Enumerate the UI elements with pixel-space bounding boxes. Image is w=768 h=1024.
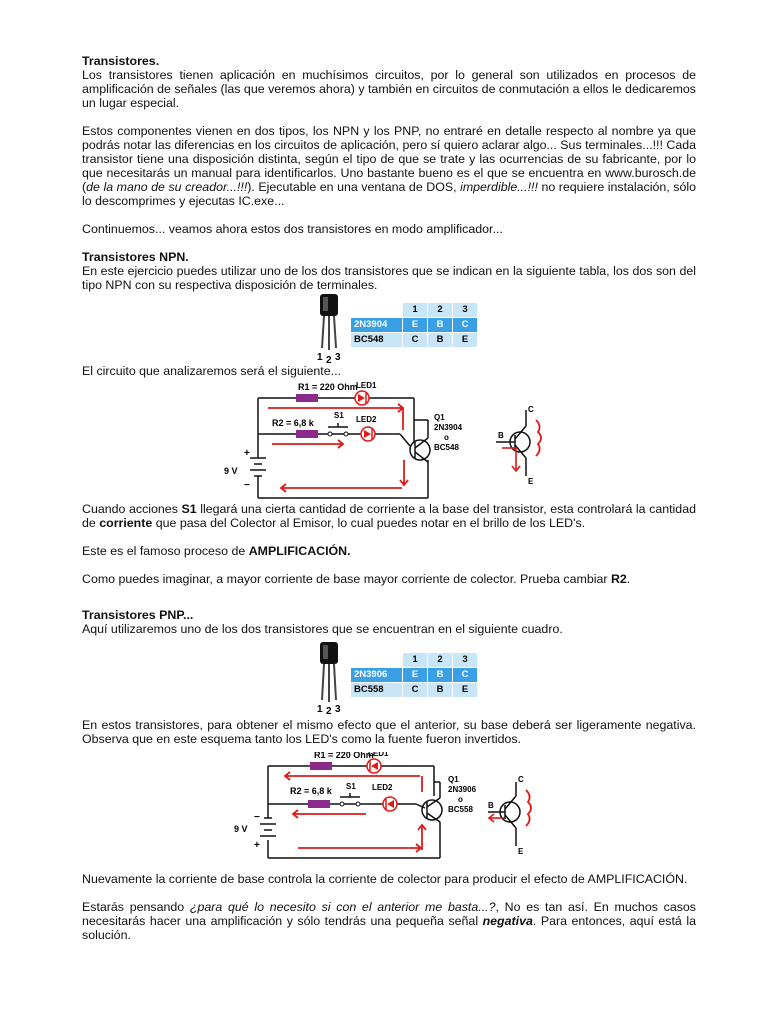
npn-explanation-corriente: corriente — [99, 516, 153, 530]
npn-table-header-cell: 1 — [403, 303, 428, 318]
npn-r2-period: . — [626, 572, 631, 586]
pnp-r2-resistor — [308, 800, 330, 808]
document-body — [82, 54, 696, 942]
pnp-symbol-e-label: E — [518, 847, 524, 856]
npn-s1-label: S1 — [334, 411, 344, 420]
npn-led2-icon — [361, 427, 375, 441]
pnp-table-row — [351, 668, 478, 683]
terminals-paragraph — [82, 124, 696, 208]
npn-circuit-diagram — [202, 380, 602, 502]
npn-intro-paragraph: En este ejercicio puedes utilizar uno de los dos transistores que se indican en la siguiente tabla, los dos son del tipo NPN con su respectiva disposición de terminales. — [82, 264, 696, 292]
npn-table-pin: C — [403, 333, 428, 348]
pnp-pin-number-2: 2 — [326, 706, 332, 716]
npn-explanation-s1: S1 — [181, 502, 197, 516]
npn-table-pin: B — [428, 333, 453, 348]
npn-amplification-text: Este es el famoso proceso de — [82, 544, 249, 558]
pnp-s1-label: S1 — [346, 782, 356, 791]
pnp-closing-text-1: Estarás pensando — [82, 900, 190, 914]
npn-table-header-cell: 3 — [453, 303, 478, 318]
npn-symbol-b-label: B — [498, 431, 504, 440]
pnp-table-pin: E — [403, 668, 428, 683]
pnp-symbol-c-label: C — [518, 775, 524, 784]
pnp-pinout-figure — [82, 636, 696, 718]
pnp-table-header-cell: 3 — [453, 653, 478, 668]
npn-explanation-text-2: llegará una cierta cantidad de corriente a la base del transistor, esta controlará la cantidad de — [82, 502, 696, 530]
npn-led1-label: LED1 — [356, 381, 377, 390]
pnp-battery-plus: + — [254, 840, 260, 851]
npn-r1-label: R1 = 220 Ohm — [298, 382, 358, 392]
pnp-q1-label: Q1 — [448, 775, 459, 784]
pnp-table-header-cell: 2 — [428, 653, 453, 668]
npn-r2-resistor — [296, 430, 318, 438]
npn-led1-icon — [355, 391, 369, 405]
pnp-table-pin: C — [403, 683, 428, 698]
pnp-closing-text-2: , No es tan así. En muchos casos necesitarás hacer una amplificación y sólo tendrás una pequeña señal — [82, 900, 696, 928]
pnp-table-pin: B — [428, 668, 453, 683]
pnp-table-model: BC558 — [351, 683, 403, 698]
pnp-circuit-figure — [82, 746, 696, 872]
npn-table-pin: C — [453, 318, 478, 333]
npn-table-pin: E — [403, 318, 428, 333]
npn-q-model-label: 2N3904 — [434, 423, 463, 432]
section-title-pnp: Transistores PNP... — [82, 608, 194, 622]
terminals-emphasis-1: de la mano de su creador...!!! — [86, 180, 248, 194]
pnp-description-paragraph: En estos transistores, para obtener el mismo efecto que el anterior, su base deberá ser ligeramente negativa. Observa que en este esquema tanto los LED's como la fuente fueron invertidos. — [82, 718, 696, 746]
npn-table-header-cell: 2 — [428, 303, 453, 318]
pnp-led1-label: LED1 — [368, 752, 389, 758]
npn-battery-plus: + — [244, 448, 250, 459]
pnp-table-corner — [351, 653, 403, 668]
terminals-text-3: no requiere instalación, sólo lo descomprimes y ejecutas IC.exe... — [82, 180, 696, 208]
npn-symbol-e-label: E — [528, 477, 534, 486]
npn-q-or-label: o — [444, 433, 449, 442]
pnp-r2-label: R2 = 6,8 k — [290, 786, 332, 796]
npn-flow-symbol-icon — [496, 410, 541, 476]
npn-table-corner — [351, 303, 403, 318]
pnp-q-model-label: 2N3906 — [448, 785, 477, 794]
npn-table-pin: B — [428, 318, 453, 333]
pnp-pin-number-1: 1 — [317, 704, 323, 715]
pnp-closing-negativa: negativa — [482, 914, 533, 928]
pnp-closing-text-3: . Para entonces, aquí está la solución. — [82, 914, 696, 942]
pnp-control-paragraph: Nuevamente la corriente de base controla la corriente de colector para producir el efecto de AMPLIFICACIÓN. — [82, 872, 688, 886]
pnp-flow-symbol-icon — [488, 782, 531, 846]
pnp-table-pin: C — [453, 668, 478, 683]
terminals-text-2: ). Ejecutable en una ventana de DOS, — [247, 180, 461, 194]
pnp-closing-emphasis: ¿para qué lo necesito si con el anterior me basta...? — [189, 900, 496, 914]
pnp-led2-icon — [383, 797, 397, 811]
npn-amplification-strong: AMPLIFICACIÓN. — [248, 544, 351, 558]
pnp-pin-number-3: 3 — [335, 704, 341, 715]
npn-r1-resistor — [296, 394, 318, 402]
npn-r2-paragraph — [82, 572, 696, 586]
pnp-circuit-diagram — [232, 752, 572, 870]
npn-pin-number-3: 3 — [335, 352, 341, 363]
pnp-q-alt-label: BC558 — [448, 805, 473, 814]
npn-transistor-package-icon — [314, 294, 350, 364]
npn-table-header-row — [351, 303, 478, 318]
npn-explanation-text-1: Cuando acciones — [82, 502, 182, 516]
npn-r2-text: Como puedes imaginar, a mayor corriente de base mayor corriente de colector. Prueba cambiar — [82, 572, 611, 586]
npn-table-pin: E — [453, 333, 478, 348]
npn-explanation-text-3: que pasa del Colector al Emisor, lo cual puedes notar en el brillo de los LED's. — [152, 516, 586, 530]
pnp-closing-paragraph — [82, 900, 696, 942]
npn-q1-label: Q1 — [434, 413, 445, 422]
pnp-intro-paragraph: Aquí utilizaremos uno de los dos transistores que se encuentran en el siguiente cuadro. — [82, 622, 563, 636]
pnp-r1-resistor — [310, 762, 332, 770]
pnp-table-pin: E — [453, 683, 478, 698]
npn-pinout-figure — [82, 292, 696, 364]
pnp-pinout-table — [350, 652, 478, 698]
npn-battery-icon — [250, 458, 266, 476]
pnp-battery-minus: − — [254, 812, 260, 823]
npn-battery-label: 9 V — [224, 466, 238, 476]
pnp-table-header-cell: 1 — [403, 653, 428, 668]
npn-pinout-table — [350, 302, 478, 348]
pnp-led2-label: LED2 — [372, 783, 393, 792]
npn-explanation-paragraph — [82, 502, 696, 530]
npn-pin-number-2: 2 — [326, 355, 332, 364]
terminals-text-1: Estos componentes vienen en dos tipos, los NPN y los PNP, no entraré en detalle respecto al nombre ya que podrás notar las diferencias en los circuitos de aplicación, pero sí quiero aclarar algo... Sus terminales...!!! Cada transistor tiene una disposición distinta, según el tipo de que se trate y las ocurrencias de su fabricante, por lo que necesitarás un manual para identificarlos. Uno bastante bueno es el que se encuentra en www.burosch.de ( — [82, 124, 696, 194]
pnp-q-or-label: o — [458, 795, 463, 804]
pnp-table-header-row — [351, 653, 478, 668]
npn-table-model: 2N3904 — [351, 318, 403, 333]
npn-table-model: BC548 — [351, 333, 403, 348]
npn-battery-minus: − — [244, 480, 250, 491]
section-title-transistores: Transistores. — [82, 54, 160, 68]
npn-amplification-paragraph — [82, 544, 696, 558]
pnp-battery-label: 9 V — [234, 824, 248, 834]
terminals-emphasis-2: imperdible...!!! — [460, 180, 538, 194]
npn-q-alt-label: BC548 — [434, 443, 459, 452]
pnp-transistor-package-icon — [314, 642, 350, 716]
pnp-battery-icon — [260, 818, 276, 836]
pnp-table-pin: B — [428, 683, 453, 698]
pnp-table-model: 2N3906 — [351, 668, 403, 683]
pnp-symbol-b-label: B — [488, 801, 494, 810]
section-title-npn: Transistores NPN. — [82, 250, 189, 264]
intro-paragraph: Los transistores tienen aplicación en muchísimos circuitos, por lo general son utilizados en procesos de amplificación de señales (las que veremos ahora) y también en circuitos de conmutación a ellos le dedicaremos un lugar especial. — [82, 68, 696, 110]
npn-circuit-intro: El circuito que analizaremos será el siguiente... — [82, 364, 341, 378]
npn-r2-label: R2 = 6,8 k — [272, 418, 314, 428]
npn-pin-number-1: 1 — [317, 352, 323, 363]
continue-paragraph: Continuemos... veamos ahora estos dos transistores en modo amplificador... — [82, 222, 503, 236]
pnp-table-row — [351, 683, 478, 698]
npn-led2-label: LED2 — [356, 415, 377, 424]
npn-r2-strong: R2 — [610, 572, 627, 586]
npn-symbol-c-label: C — [528, 405, 534, 414]
npn-circuit-figure — [82, 378, 696, 502]
pnp-r1-label: R1 = 220 Ohm — [314, 752, 374, 760]
pnp-led1-icon — [367, 759, 381, 773]
npn-table-row — [351, 333, 478, 348]
npn-table-row — [351, 318, 478, 333]
